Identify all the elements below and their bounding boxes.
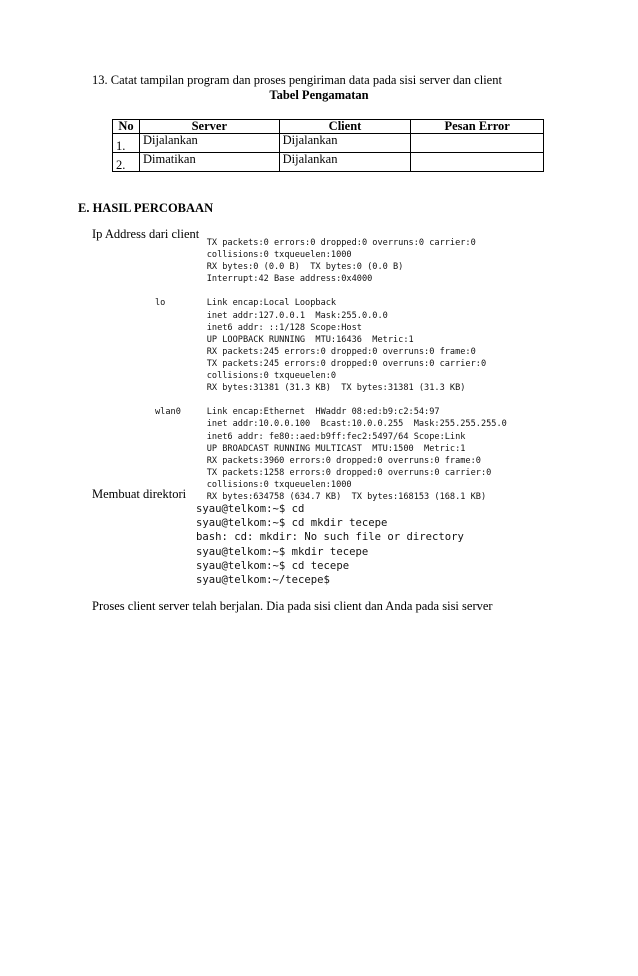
header-no: No xyxy=(113,120,140,134)
row-error xyxy=(411,134,544,153)
ip-address-label: Ip Address dari client xyxy=(92,227,200,241)
row-server: Dijalankan xyxy=(139,134,279,153)
step-13-text: 13. Catat tampilan program dan proses pengiriman data pada sisi server dan client xyxy=(92,73,502,87)
row-no: 1. xyxy=(116,139,126,153)
closing-paragraph: Proses client server telah berjalan. Dia pada sisi client dan Anda pada sisi server xyxy=(92,599,493,613)
observation-table xyxy=(112,119,544,172)
row-error xyxy=(411,153,544,172)
section-heading: E. HASIL PERCOBAAN xyxy=(78,201,214,215)
row-server: Dimatikan xyxy=(139,153,279,172)
mkdir-label: Membuat direktori xyxy=(92,487,187,501)
mkdir-screenshot: syau@telkom:~$ cd syau@telkom:~$ cd mkdir tecepe bash: cd: mkdir: No such file or directory syau@telkom:~$ mkdir tecepe syau@telkom:~$ cd tecepe syau@telkom:~/tecepe$ xyxy=(196,503,464,587)
table-row xyxy=(113,134,544,153)
row-client: Dijalankan xyxy=(279,153,411,172)
header-client: Client xyxy=(279,120,411,134)
row-no-cell xyxy=(113,153,140,172)
row-no-cell xyxy=(113,134,140,153)
table-header-row xyxy=(113,120,544,134)
ifconfig-screenshot: TX packets:0 errors:0 dropped:0 overruns:0 carrier:0 collisions:0 txqueuelen:1000 RX bytes:0 (0.0 B) TX bytes:0 (0.0 B) Interrupt:42 Base address:0x4000 lo Link encap:Local Loopback inet addr:127.0.0.1 Mask:255.0.0.0 inet6 addr: ::1/128 Scope:Host UP LOOPBACK RUNNING MTU:16436 Metric:1 RX packets:245 errors:0 dropped:0 overruns:0 frame:0 TX packets:245 errors:0 dropped:0 overruns:0 carrier:0 collisions:0 txqueuelen:0 RX bytes:31381 (31.3 KB) TX bytes:31381 (31.3 KB) wlan0 Link encap:Ethernet HWaddr 08:ed:b9:c2:54:97 inet addr:10.0.0.100 Bcast:10.0.0.255 Mask:255.255.255.0 inet6 addr: fe80::aed:b9ff:fec2:5497/64 Scope:Link UP BROADCAST RUNNING MULTICAST MTU:1500 Metric:1 RX packets:3960 errors:0 dropped:0 overruns:0 frame:0 TX packets:1258 errors:0 dropped:0 overruns:0 carrier:0 collisions:0 txqueuelen:1000 RX bytes:634758 (634.7 KB) TX bytes:168153 (168.1 KB) xyxy=(155,238,507,502)
row-no: 2. xyxy=(116,158,126,172)
header-server: Server xyxy=(139,120,279,134)
table-row xyxy=(113,153,544,172)
header-pesan-error: Pesan Error xyxy=(411,120,544,134)
row-client: Dijalankan xyxy=(279,134,411,153)
table-title: Tabel Pengamatan xyxy=(269,88,369,102)
